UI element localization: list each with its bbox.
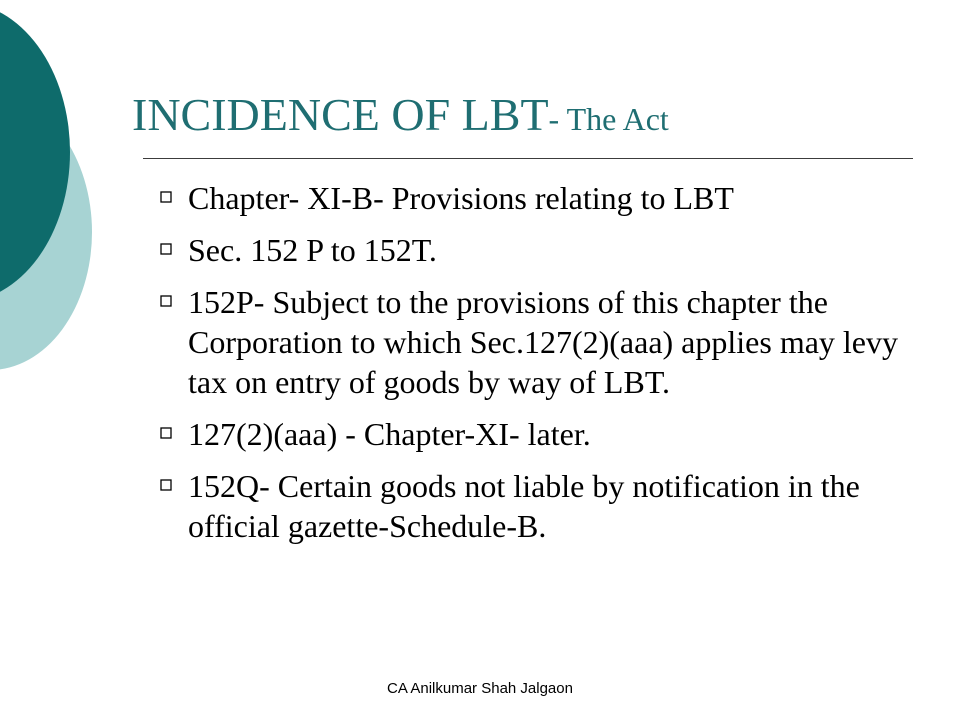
title-divider xyxy=(143,158,913,159)
bullet-item xyxy=(160,414,900,454)
slide-footer: CA Anilkumar Shah Jalgaon xyxy=(387,680,573,697)
bullet-text: 152P- Subject to the provisions of this chapter the Corporation to which Sec.127(2)(aaa) applies may levy tax on entry of goods by way of LBT. xyxy=(188,284,898,400)
bullet-item xyxy=(160,178,900,218)
slide-title xyxy=(132,90,669,141)
bullet-text: Sec. 152 P to 152T. xyxy=(188,232,437,268)
bullet-text: 127(2)(aaa) - Chapter-XI- later. xyxy=(188,416,591,452)
bullet-item xyxy=(160,466,900,546)
hollow-square-bullet-icon xyxy=(160,427,172,439)
title-subtitle: - The Act xyxy=(548,101,669,137)
title-main: INCIDENCE OF LBT xyxy=(132,89,549,140)
hollow-square-bullet-icon xyxy=(160,479,172,491)
hollow-square-bullet-icon xyxy=(160,243,172,255)
bullet-item xyxy=(160,230,900,270)
hollow-square-bullet-icon xyxy=(160,295,172,307)
bullet-item xyxy=(160,282,900,402)
bullet-text: 152Q- Certain goods not liable by notification in the official gazette-Schedule-B. xyxy=(188,468,860,544)
teal-circles-decoration xyxy=(0,0,110,380)
hollow-square-bullet-icon xyxy=(160,191,172,203)
bullet-list xyxy=(160,166,900,546)
bullet-text: Chapter- XI-B- Provisions relating to LBT xyxy=(188,180,734,216)
